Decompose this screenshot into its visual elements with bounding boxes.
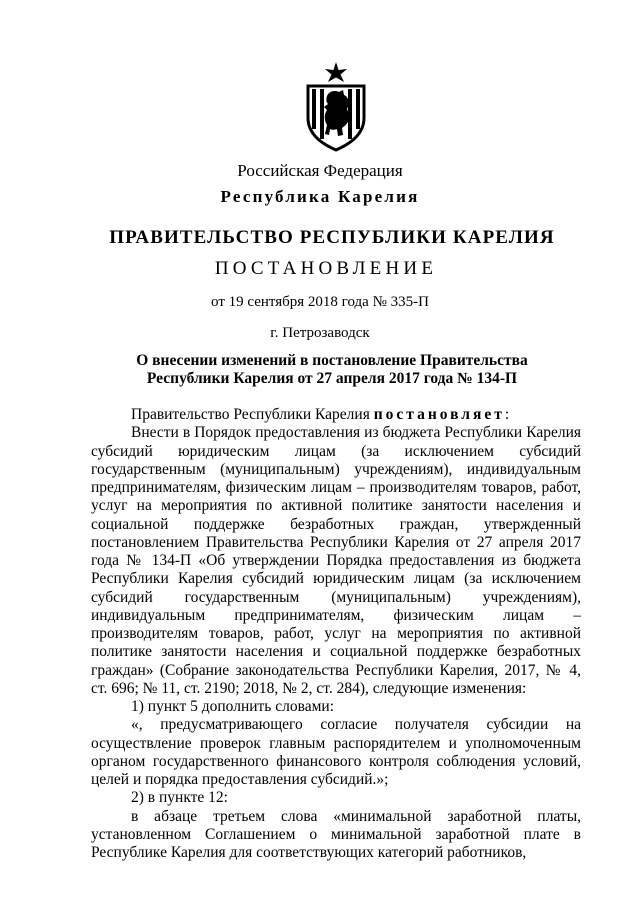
date-number: от 19 сентября 2018 года № 335-П (211, 294, 429, 310)
intro-suffix: : (504, 406, 510, 423)
document-title (12, 352, 640, 388)
body-paragraph-4: 2) в пункте 12: (131, 789, 228, 807)
republic-name: Республика Карелия (220, 187, 420, 206)
title-line-1: О внесении изменений в постановление Правительства (136, 352, 528, 369)
document-body (91, 406, 581, 862)
karelia-coat-of-arms-icon (302, 62, 370, 152)
body-paragraph-2: 1) пункт 5 дополнить словами: (131, 698, 335, 715)
intro-paragraph (91, 406, 581, 424)
government-heading: ПРАВИТЕЛЬСТВО РЕСПУБЛИКИ КАРЕЛИЯ (109, 227, 555, 248)
body-paragraph-3: «, предусматривающего согласие получателя субсидии на осуществление проверок главным распорядителем и уполномоченным органом государственного финансового контроля соблюдения условий, целей и порядка предоставления субсидий.»; (91, 716, 581, 788)
city: г. Петрозаводск (270, 325, 370, 341)
intro-prefix: Правительство Республики Карелия (131, 406, 374, 423)
body-paragraph-5: в абзаце третьем слова «минимальной заработной платы, установленном Соглашением о минимальной заработной плате в Республике Карелия для соответствующих категорий работников, (91, 807, 581, 861)
body-paragraph-1: Внести в Порядок предоставления из бюджета Республики Карелия субсидий юридическим лицам (за исключением субсидий государственным (муниципальным) учреждениям), индивидуальным предпринимателям, физическим лицам – производителям товаров, работ, услуг на мероприятия по активной политике занятости населения и социальной поддержке безработных граждан, утвержденный постановлением Правительства Республики Карелия от 27 апреля 2017 года № 134-П «Об утверждении Порядка предоставления из бюджета Республики Карелия субсидий юридическим лицам (за исключением субсидий государственным (муниципальным) учреждениям), индивидуальным предпринимателям, физическим лицам – производителям товаров, работ, услуг на мероприятия по активной политике занятости населения и социальной поддержке безработных граждан» (Собрание законодательства Республики Карелия, 2017, № 4, ст. 696; № 11, ст. 2190; 2018, № 2, ст. 284), следующие изменения: (91, 424, 581, 697)
country-name: Российская Федерация (237, 161, 403, 180)
intro-resolves: постановляет (373, 406, 505, 423)
title-line-2: Республики Карелия от 27 апреля 2017 года № 134-П (146, 370, 518, 387)
document-type: ПОСТАНОВЛЕНИЕ (214, 258, 438, 279)
